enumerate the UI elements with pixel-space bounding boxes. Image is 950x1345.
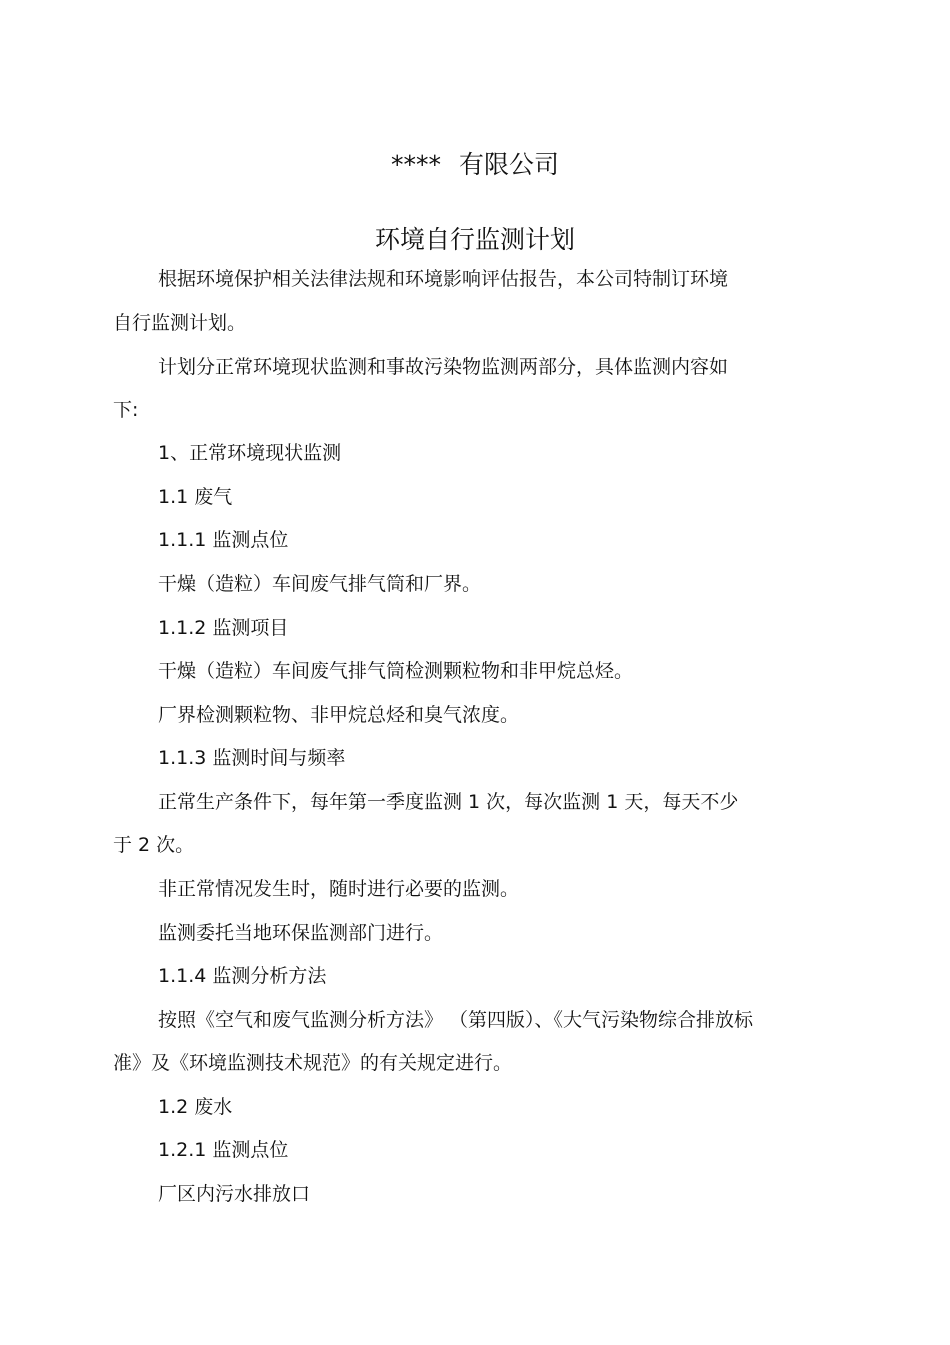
section-1-1-2-text-2: 厂界检测颗粒物、非甲烷总烃和臭气浓度。 bbox=[158, 704, 520, 726]
section-1-1-3-text-1-line-2: 于 2 次。 bbox=[113, 834, 195, 856]
company-title bbox=[0, 149, 950, 181]
section-1-heading: 1、正常环境现状监测 bbox=[158, 442, 342, 464]
section-1-1-4-heading: 1.1.4 监测分析方法 bbox=[158, 965, 327, 987]
section-1-1-1-text: 干燥（造粒）车间废气排气筒和厂界。 bbox=[158, 573, 482, 595]
section-1-1-2-text-1: 干燥（造粒）车间废气排气筒检测颗粒物和非甲烷总烃。 bbox=[158, 660, 634, 682]
section-1-2-1-text: 厂区内污水排放口 bbox=[158, 1183, 311, 1205]
intro-paragraph-1-line-1: 根据环境保护相关法律法规和环境影响评估报告，本公司特制订环境 bbox=[158, 268, 729, 290]
company-stars: **** bbox=[390, 150, 441, 179]
section-1-2-1-heading: 1.2.1 监测点位 bbox=[158, 1139, 289, 1161]
section-1-1-3-text-2: 非正常情况发生时，随时进行必要的监测。 bbox=[158, 878, 520, 900]
company-name: 有限公司 bbox=[458, 150, 559, 179]
intro-paragraph-1-line-2: 自行监测计划。 bbox=[113, 312, 247, 334]
section-1-1-3-text-3: 监测委托当地环保监测部门进行。 bbox=[158, 922, 444, 944]
section-1-1-1-heading: 1.1.1 监测点位 bbox=[158, 529, 289, 551]
section-1-1-4-text-line-1: 按照《空气和废气监测分析方法》 （第四版）、《大气污染物综合排放标 bbox=[158, 1009, 754, 1031]
section-1-1-3-text-1-line-1: 正常生产条件下，每年第一季度监测 1 次，每次监测 1 天，每天不少 bbox=[158, 791, 739, 813]
section-1-1-3-heading: 1.1.3 监测时间与频率 bbox=[158, 747, 346, 769]
intro-paragraph-2-line-2: 下: bbox=[113, 399, 139, 421]
intro-paragraph-2-line-1: 计划分正常环境现状监测和事故污染物监测两部分，具体监测内容如 bbox=[158, 356, 729, 378]
plan-title: 环境自行监测计划 bbox=[374, 225, 575, 254]
section-1-2-heading: 1.2 废水 bbox=[158, 1096, 233, 1118]
section-1-1-heading: 1.1 废气 bbox=[158, 486, 233, 508]
section-1-1-4-text-line-2: 准》及《环境监测技术规范》的有关规定进行。 bbox=[113, 1052, 513, 1074]
section-1-1-2-heading: 1.1.2 监测项目 bbox=[158, 617, 289, 639]
